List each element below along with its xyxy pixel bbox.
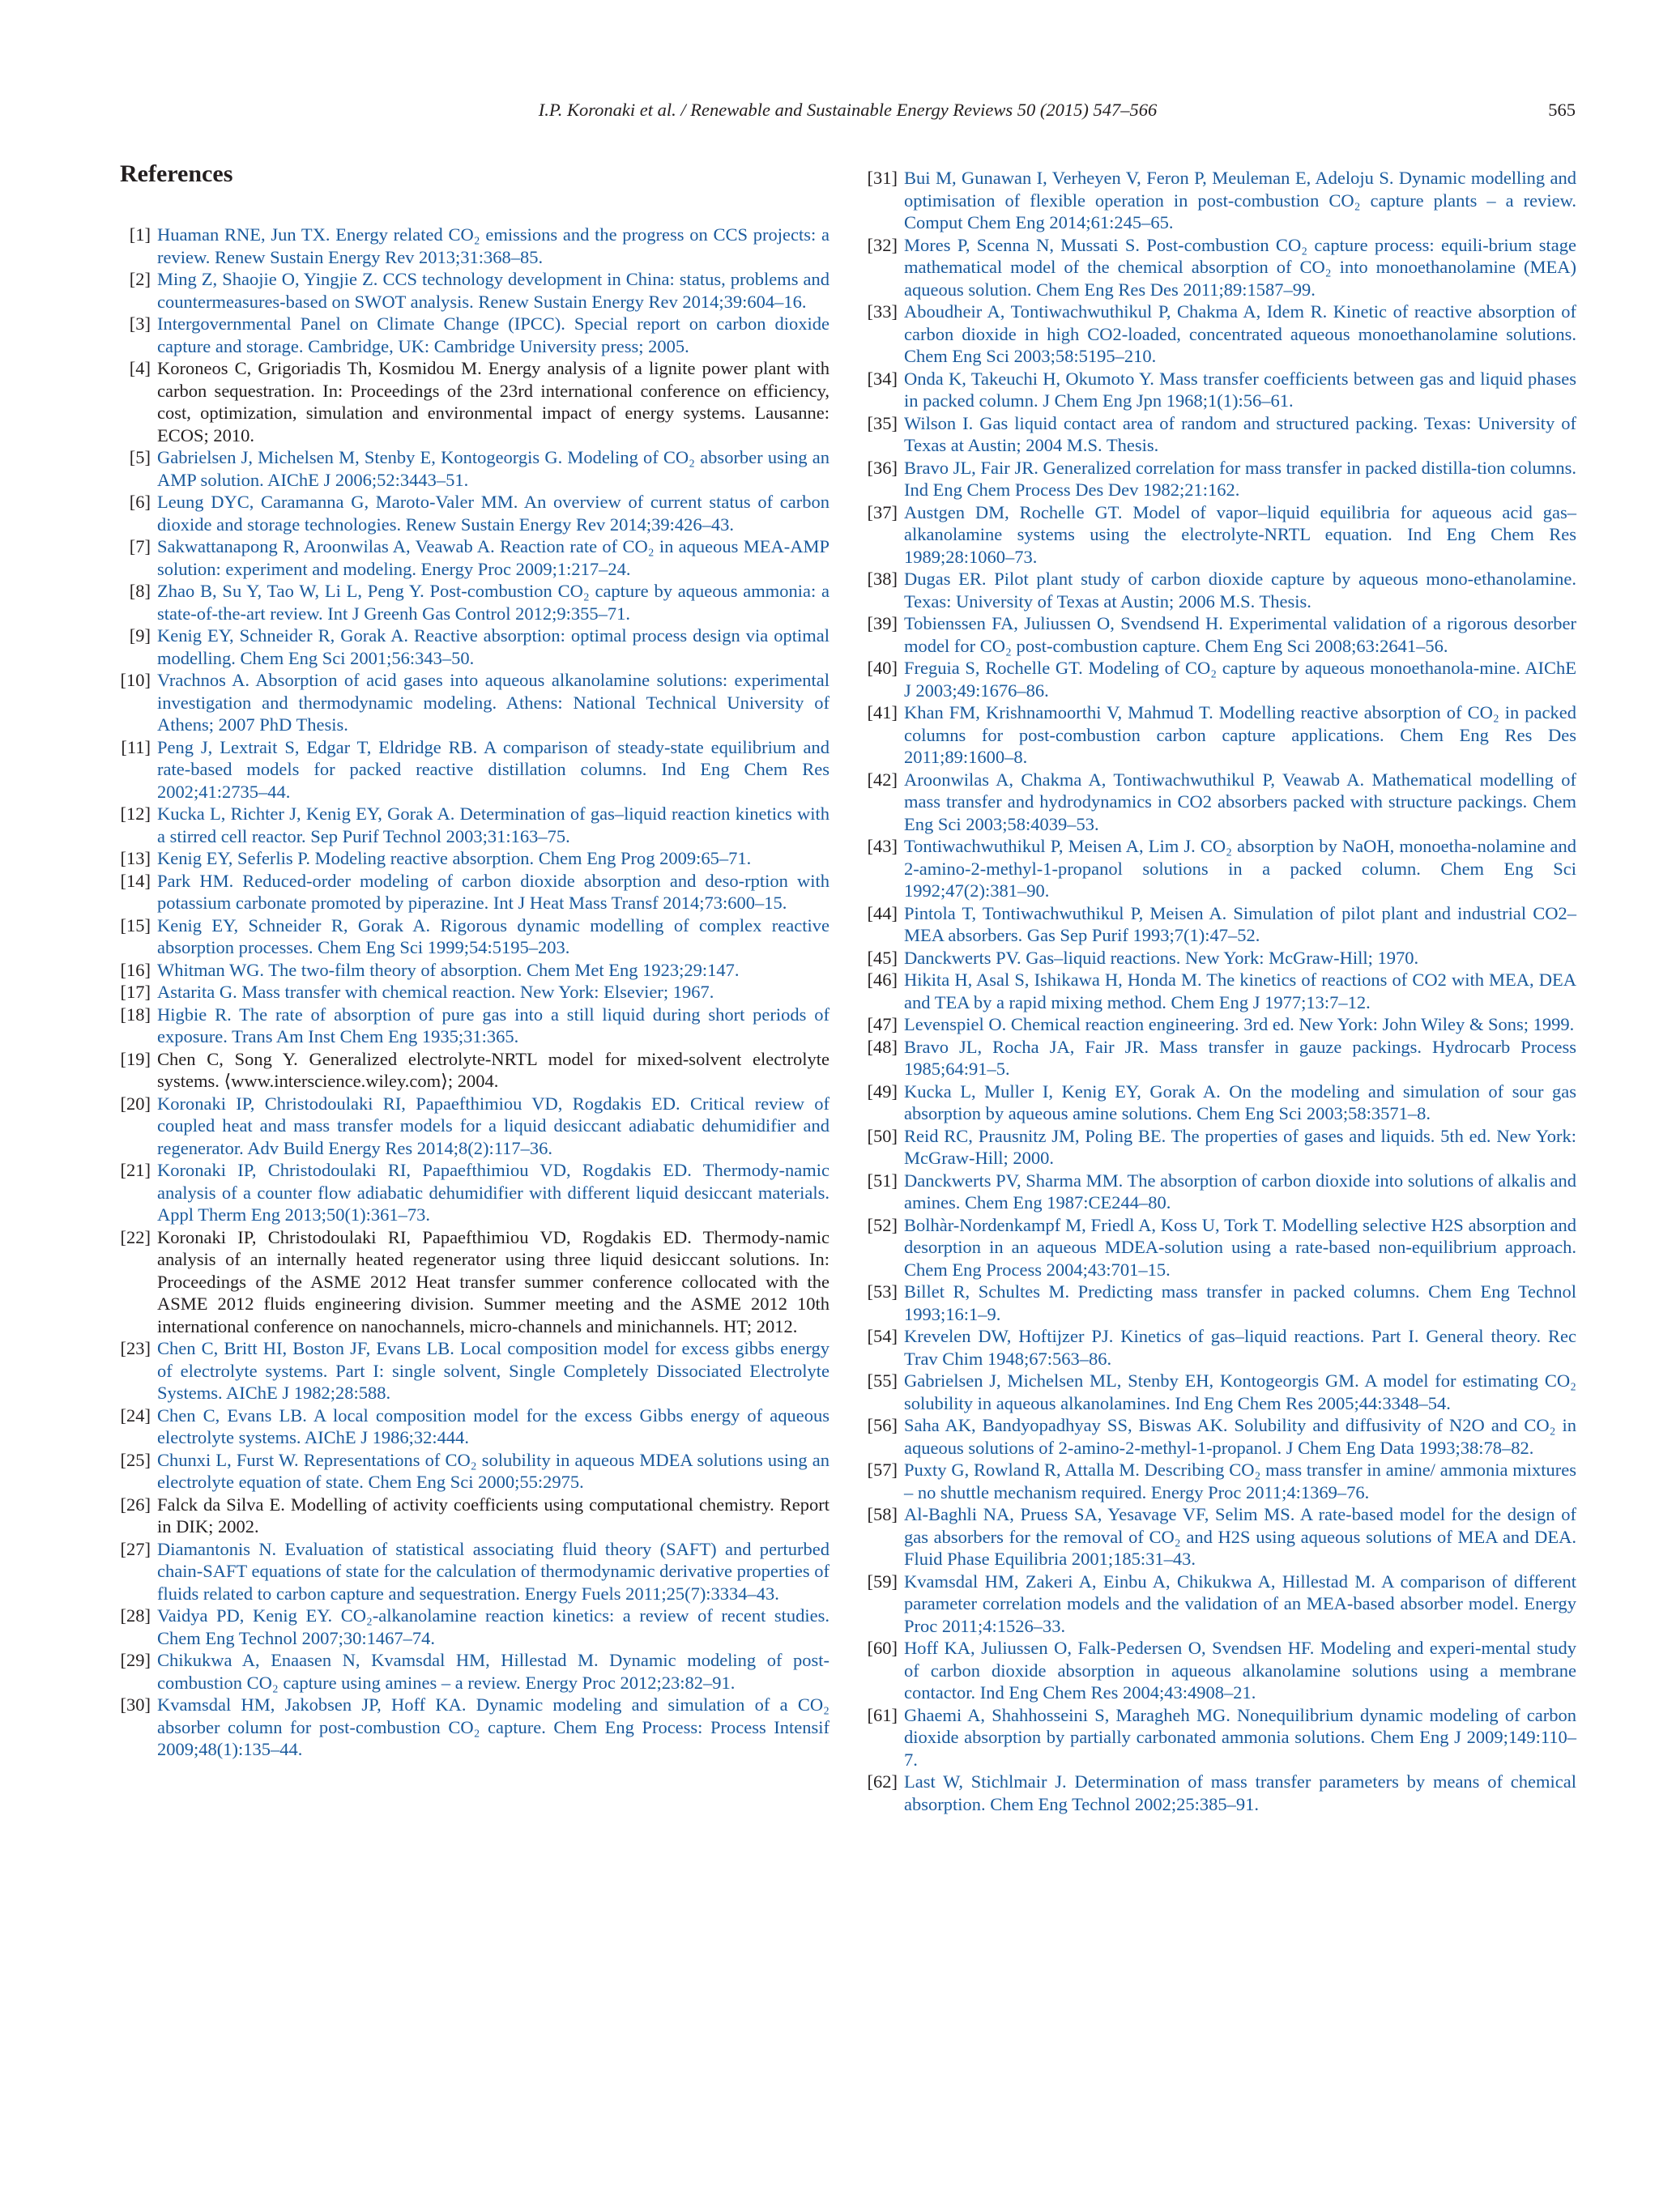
reference-item (120, 736, 830, 803)
reference-item (120, 1649, 830, 1694)
reference-number: [17] (120, 982, 151, 1002)
reference-number: [56] (867, 1415, 898, 1435)
reference-number: [26] (120, 1494, 151, 1515)
reference-item (120, 981, 830, 1004)
reference-number: [25] (120, 1449, 151, 1470)
reference-number: [35] (867, 412, 898, 433)
reference-number: [12] (120, 803, 151, 824)
reference-number: [45] (867, 947, 898, 968)
reference-number: [13] (120, 848, 151, 868)
reference-number: [39] (867, 613, 898, 633)
reference-number: [8] (129, 581, 151, 601)
reference-number: [37] (867, 501, 898, 522)
reference-item (120, 624, 830, 669)
reference-item (120, 580, 830, 624)
reference-link[interactable]: Khan FM, Krishnamoorthi V, Mahmud T. Modelling reactive absorption of CO₂ in packed columns for post-combustion carbon capture applications. Chem Eng Res Des 2011;89:1600–8. (904, 702, 1576, 767)
reference-number: [20] (120, 1093, 151, 1114)
reference-number: [49] (867, 1080, 898, 1102)
reference-link[interactable]: Kucka L, Muller I, Kenig EY, Gorak A. On the modeling and simulation of sour gas absorption by aqueous amine solutions. Chem Eng Sci 2003;58:3571–8. (904, 1080, 1576, 1123)
reference-link[interactable]: Gabrielsen J, Michelsen ML, Stenby EH, Kontogeorgis GM. A model for estimating CO₂ solubility in aqueous alkanolamines. Ind Eng Chem Res 2005;44:3348–54. (904, 1370, 1576, 1413)
reference-item (867, 1325, 1576, 1370)
journal-citation: I.P. Koronaki et al. / Renewable and Sustainable Energy Reviews 50 (2015) 547–566 (538, 100, 1158, 120)
reference-item (867, 1503, 1576, 1571)
reference-item (120, 224, 830, 268)
reference-text: Falck da Silva E. Modelling of activity coefficients using computational chemistry. Report in DIK; 2002. (157, 1494, 830, 1536)
reference-item (120, 1226, 830, 1338)
reference-item (867, 969, 1576, 1013)
reference-item (867, 167, 1576, 234)
reference-item (867, 835, 1576, 902)
reference-item (867, 501, 1576, 569)
reference-item (867, 568, 1576, 612)
reference-item (867, 1080, 1576, 1125)
reference-item (867, 412, 1576, 457)
reference-number: [29] (120, 1650, 151, 1670)
reference-link[interactable]: Kucka L, Richter J, Kenig EY, Gorak A. Determination of gas–liquid reaction kinetics with a stirred cell reactor. Sep Purif Technol 2003;31:163–75. (157, 803, 830, 846)
running-header (120, 100, 1576, 124)
reference-item (867, 1170, 1576, 1214)
reference-link[interactable]: Astarita G. Mass transfer with chemical reaction. New York: Elsevier; 1967. (157, 982, 714, 1002)
reference-number: [22] (120, 1226, 151, 1247)
reference-link[interactable]: Aboudheir A, Tontiwachwuthikul P, Chakma A, Idem R. Kinetic of reactive absorption of carbon dioxide in high CO2-loaded, concentrated aqueous monoethanolamine solutions. Chem Eng Sci 2003;58:5195–210. (904, 301, 1576, 366)
reference-number: [6] (129, 492, 151, 512)
reference-item (120, 914, 830, 959)
reference-number: [18] (120, 1004, 151, 1025)
reference-item (120, 959, 830, 982)
reference-link[interactable]: Levenspiel O. Chemical reaction engineering. 3rd ed. New York: John Wiley & Sons; 1999. (904, 1014, 1575, 1034)
reference-link[interactable]: Last W, Stichlmair J. Determination of mass transfer parameters by means of chemical absorption. Chem Eng Technol 2002;25:385–91. (904, 1771, 1576, 1814)
reference-link[interactable]: Gabrielsen J, Michelsen M, Stenby E, Kontogeorgis G. Modeling of CO₂ absorber using an AMP solution. AIChE J 2006;52:3443–51. (157, 447, 830, 490)
reference-item (120, 446, 830, 491)
reference-item (867, 1771, 1576, 1815)
reference-link[interactable]: Chikukwa A, Enaasen N, Kvamsdal HM, Hillestad M. Dynamic modeling of post-combustion CO₂ capture using amines – a review. Energy Proc 2012;23:82–91. (157, 1650, 830, 1693)
reference-link[interactable]: Wilson I. Gas liquid contact area of random and structured packing. Texas: University of Texas at Austin; 2004 M.S. Thesis. (904, 412, 1576, 455)
reference-number: [28] (120, 1605, 151, 1626)
reference-item (120, 535, 830, 580)
reference-link[interactable]: Chen C, Britt HI, Boston JF, Evans LB. Local composition model for excess gibbs energy of electrolyte systems. Part I: single solvent, Single Completely Dissociated Electrolyte Systems. AIChE J 1982;28:588. (157, 1338, 830, 1403)
reference-link[interactable]: Bolhàr-Nordenkampf M, Friedl A, Koss U, Tork T. Modelling selective H2S absorption and desorption in an aqueous MDEA-solution using a rate-based non-equilibrium approach. Chem Eng Process 2004;43:701–15. (904, 1214, 1576, 1280)
reference-number: [42] (867, 769, 898, 790)
reference-item (120, 1404, 830, 1449)
reference-link[interactable]: Onda K, Takeuchi H, Okumoto Y. Mass transfer coefficients between gas and liquid phases in packed column. J Chem Eng Jpn 1968;1(1):56–61. (904, 368, 1576, 411)
reference-link[interactable]: Chen C, Evans LB. A local composition model for the excess Gibbs energy of aqueous electrolyte systems. AIChE J 1986;32:444. (157, 1404, 830, 1447)
reference-item (120, 1337, 830, 1404)
references-column-right (867, 167, 1576, 1815)
reference-number: [62] (867, 1771, 898, 1792)
reference-link[interactable]: Zhao B, Su Y, Tao W, Li L, Peng Y. Post-combustion CO₂ capture by aqueous ammonia: a state-of-the-art review. Int J Greenh Gas Control 2012;9:355–71. (157, 581, 830, 624)
reference-link[interactable]: Intergovernmental Panel on Climate Change (IPCC). Special report on carbon dioxide capture and storage. Cambridge, UK: Cambridge University press; 2005. (157, 313, 830, 356)
reference-number: [5] (129, 447, 151, 467)
reference-item (867, 1125, 1576, 1170)
reference-link[interactable]: Tobienssen FA, Juliussen O, Svendsend H. Experimental validation of a rigorous desorber model for CO₂ post-combustion capture. Chem Eng Sci 2008;63:2641–56. (904, 613, 1576, 656)
reference-item (867, 1637, 1576, 1704)
reference-number: [59] (867, 1571, 898, 1592)
reference-link[interactable]: Saha AK, Bandyopadhyay SS, Biswas AK. Solubility and diffusivity of N2O and CO₂ in aqueous solutions of 2-amino-2-methyl-1-propanol. J Chem Eng Data 1993;38:78–82. (904, 1415, 1576, 1458)
reference-number: [47] (867, 1014, 898, 1034)
reference-link[interactable]: Diamantonis N. Evaluation of statistical associating fluid theory (SAFT) and perturbed chain-SAFT equations of state for the calculation of thermodynamic derivative properties of fluids related to carbon capture and sequestration. Energy Fuels 2011;25(7):3334–43. (157, 1538, 830, 1604)
reference-number: [51] (867, 1170, 898, 1191)
reference-item (120, 268, 830, 313)
reference-item (120, 1093, 830, 1160)
reference-number: [43] (867, 836, 898, 856)
reference-item (120, 1449, 830, 1494)
reference-number: [30] (120, 1694, 151, 1715)
reference-number: [53] (867, 1281, 898, 1302)
reference-link[interactable]: Austgen DM, Rochelle GT. Model of vapor–liquid equilibria for aqueous acid gas–alkanolamine systems using the electrolyte-NRTL equation. Ind Eng Chem Res 1989;28:1060–73. (904, 501, 1576, 567)
reference-link[interactable]: Whitman WG. The two-film theory of absorption. Chem Met Eng 1923;29:147. (157, 959, 740, 980)
reference-link[interactable]: Al-Baghli NA, Pruess SA, Yesavage VF, Selim MS. A rate-based model for the design of gas absorbers for the removal of CO₂ and H2S using aqueous solutions of MEA and DEA. Fluid Phase Equilibria 2001;185:31–43. (904, 1504, 1576, 1569)
reference-number: [19] (120, 1048, 151, 1069)
reference-link[interactable]: Aroonwilas A, Chakma A, Tontiwachwuthikul P, Veawab A. Mathematical modelling of mass transfer and hydrodynamics in CO2 absorbers packed with structure packings. Chem Eng Sci 2003;58:4039–53. (904, 769, 1576, 834)
reference-item (867, 612, 1576, 657)
reference-number: [10] (120, 670, 151, 690)
reference-number: [15] (120, 914, 151, 936)
reference-item (867, 1459, 1576, 1503)
reference-link[interactable]: Park HM. Reduced-order modeling of carbon dioxide absorption and deso-rption with potassium carbonate promoted by piperazine. Int J Heat Mass Transf 2014;73:600–15. (157, 870, 830, 913)
reference-item (867, 1414, 1576, 1459)
reference-link[interactable]: Leung DYC, Caramanna G, Maroto-Valer MM. An overview of current status of carbon dioxide and storage technologies. Renew Sustain Energy Rev 2014;39:426–43. (157, 492, 830, 535)
reference-link[interactable]: Freguia S, Rochelle GT. Modeling of CO₂ capture by aqueous monoethanola-mine. AIChE J 2003;49:1676–86. (904, 658, 1576, 701)
reference-link[interactable]: Hikita H, Asal S, Ishikawa H, Honda M. The kinetics of reactions of CO2 with MEA, DEA and TEA by a rapid mixing method. Chem Eng J 1977;13:7–12. (904, 970, 1576, 1012)
reference-item (120, 1538, 830, 1605)
reference-link[interactable]: Danckwerts PV, Sharma MM. The absorption of carbon dioxide into solutions of alkalis and amines. Chem Eng 1987:CE244–80. (904, 1170, 1576, 1213)
reference-number: [38] (867, 569, 898, 589)
reference-number: [14] (120, 870, 151, 891)
reference-item (867, 368, 1576, 412)
reference-number: [3] (129, 313, 151, 334)
reference-number: [4] (129, 358, 151, 378)
reference-number: [60] (867, 1638, 898, 1658)
reference-text: Koronaki IP, Christodoulaki RI, Papaefthimiou VD, Rogdakis ED. Thermody-namic analysis of an internally heated regenerator using three liquid desiccant solutions. In: Proceedings of the ASME 2012 Heat transfer summer conference collocated with the ASME 2012 fluids engineering division. Summer meeting and the ASME 2012 10th international conference on nanochannels, micro-channels and minichannels. HT; 2012. (157, 1226, 830, 1336)
reference-item (120, 1159, 830, 1226)
reference-number: [58] (867, 1504, 898, 1524)
reference-number: [54] (867, 1326, 898, 1346)
reference-item (867, 769, 1576, 836)
reference-link[interactable]: Hoff KA, Juliussen O, Falk-Pedersen O, Svendsen HF. Modeling and experi-mental study of carbon dioxide absorption in aqueous alkanolamine solutions using a membrane contactor. Ind Eng Chem Res 2004;43:4908–21. (904, 1638, 1576, 1703)
reference-item (867, 457, 1576, 501)
reference-number: [61] (867, 1704, 898, 1725)
reference-link[interactable]: Higbie R. The rate of absorption of pure gas into a still liquid during short periods of exposure. Trans Am Inst Chem Eng 1935;31:365. (157, 1004, 830, 1046)
section-title: References (120, 160, 233, 187)
reference-item (867, 234, 1576, 301)
reference-link[interactable]: Bravo JL, Fair JR. Generalized correlation for mass transfer in packed distilla-tion columns. Ind Eng Chem Process Des Dev 1982;21:162. (904, 457, 1576, 500)
reference-number: [44] (867, 902, 898, 923)
reference-number: [50] (867, 1125, 898, 1146)
reference-number: [7] (129, 536, 151, 556)
reference-number: [41] (867, 702, 898, 722)
reference-number: [33] (867, 301, 898, 322)
reference-item (867, 300, 1576, 368)
reference-number: [31] (867, 168, 898, 188)
reference-item (120, 847, 830, 870)
reference-link[interactable]: Danckwerts PV. Gas–liquid reactions. New York: McGraw-Hill; 1970. (904, 947, 1419, 968)
reference-link[interactable]: Kenig EY, Seferlis P. Modeling reactive absorption. Chem Eng Prog 2009:65–71. (157, 848, 752, 868)
reference-item (867, 1704, 1576, 1771)
reference-link[interactable]: Vrachnos A. Absorption of acid gases into aqueous alkanolamine solutions: experimental investigation and thermodynamic modeling. Athens: National Technical University of Athens; 2007 PhD Thesis. (157, 670, 830, 735)
references-column-left (120, 224, 830, 1761)
reference-link[interactable]: Krevelen DW, Hoftijzer PJ. Kinetics of gas–liquid reactions. Part I. General theory. Rec Trav Chim 1948;67:563–86. (904, 1326, 1576, 1369)
reference-number: [40] (867, 658, 898, 678)
reference-link[interactable]: Kvamsdal HM, Zakeri A, Einbu A, Chikukwa A, Hillestad M. A comparison of different parameter correlation models and the validation of an MEA-based absorber model. Energy Proc 2011;4:1526–33. (904, 1571, 1576, 1636)
reference-link[interactable]: Kenig EY, Schneider R, Gorak A. Rigorous dynamic modelling of complex reactive absorption processes. Chem Eng Sci 1999;54:5195–203. (157, 914, 830, 957)
reference-link[interactable]: Kenig EY, Schneider R, Gorak A. Reactive absorption: optimal process design via optimal modelling. Chem Eng Sci 2001;56:343–50. (157, 625, 830, 668)
reference-item (120, 803, 830, 847)
reference-link[interactable]: Huaman RNE, Jun TX. Energy related CO₂ emissions and the progress on CCS projects: a review. Renew Sustain Energy Rev 2013;31:368–85. (157, 224, 830, 267)
reference-link[interactable]: Koronaki IP, Christodoulaki RI, Papaefthimiou VD, Rogdakis ED. Thermody-namic analysis of a counter flow adiabatic dehumidifier with different liquid desiccant materials. Appl Therm Eng 2013;50(1):361–73. (157, 1160, 830, 1225)
reference-item (120, 1605, 830, 1649)
reference-item (867, 657, 1576, 701)
reference-link[interactable]: Ghaemi A, Shahhosseini S, Maragheh MG. Nonequilibrium dynamic modeling of carbon dioxide absorption by partially carbonated ammonia solutions. Chem Eng J 2009;149:110–7. (904, 1704, 1576, 1770)
reference-link[interactable]: Mores P, Scenna N, Mussati S. Post-combustion CO₂ capture process: equili-brium stage mathematical model of the chemical absorption of CO₂ into monoethanolamine (MEA) aqueous solution. Chem Eng Res Des 2011;89:1587–99. (904, 234, 1576, 300)
reference-number: [27] (120, 1538, 151, 1559)
reference-number: [36] (867, 457, 898, 478)
reference-item (867, 1036, 1576, 1080)
reference-number: [55] (867, 1370, 898, 1391)
reference-number: [46] (867, 970, 898, 990)
reference-item (867, 1013, 1576, 1036)
reference-number: [57] (867, 1460, 898, 1480)
reference-number: [34] (867, 368, 898, 389)
reference-number: [48] (867, 1036, 898, 1057)
reference-text: Chen C, Song Y. Generalized electrolyte-NRTL model for mixed-solvent electrolyte systems. ⟨www.interscience.wiley.com⟩; 2004. (157, 1048, 830, 1091)
reference-item (120, 313, 830, 357)
reference-link[interactable]: Pintola T, Tontiwachwuthikul P, Meisen A. Simulation of pilot plant and industrial CO2–MEA absorbers. Gas Sep Purif 1993;7(1):47–52. (904, 902, 1576, 945)
reference-link[interactable]: Sakwattanapong R, Aroonwilas A, Veawab A. Reaction rate of CO₂ in aqueous MEA-AMP solution: experiment and modeling. Energy Proc 2009;1:217–24. (157, 536, 830, 579)
page-number: 565 (1548, 100, 1576, 120)
reference-link[interactable]: Bui M, Gunawan I, Verheyen V, Feron P, Meuleman E, Adeloju S. Dynamic modelling and optimisation of flexible operation in post-combustion CO₂ capture plants – a review. Comput Chem Eng 2014;61:245–65. (904, 168, 1576, 232)
reference-link[interactable]: Dugas ER. Pilot plant study of carbon dioxide capture by aqueous mono-ethanolamine. Texas: University of Texas at Austin; 2006 M.S. Thesis. (904, 569, 1576, 612)
reference-item (120, 1694, 830, 1761)
reference-link[interactable]: Billet R, Schultes M. Predicting mass transfer in packed columns. Chem Eng Technol 1993;16:1–9. (904, 1281, 1576, 1324)
reference-link[interactable]: Peng J, Lextrait S, Edgar T, Eldridge RB. A comparison of steady-state equilibrium and rate-based models for packed reactive distillation columns. Ind Eng Chem Res 2002;41:2735–44. (157, 736, 830, 802)
reference-item (120, 669, 830, 736)
reference-link[interactable]: Puxty G, Rowland R, Attalla M. Describing CO₂ mass transfer in amine/ ammonia mixtures – no shuttle mechanism required. Energy Proc 2011;4:1369–76. (904, 1460, 1576, 1502)
reference-number: [11] (121, 736, 151, 757)
reference-link[interactable]: Tontiwachwuthikul P, Meisen A, Lim J. CO₂ absorption by NaOH, monoetha-nolamine and 2-amino-2-methyl-1-propanol solutions in a packed column. Chem Eng Sci 1992;47(2):381–90. (904, 836, 1576, 901)
reference-item (867, 701, 1576, 769)
reference-link[interactable]: Chunxi L, Furst W. Representations of CO₂ solubility in aqueous MDEA solutions using an electrolyte equation of state. Chem Eng Sci 2000;55:2975. (157, 1449, 830, 1492)
reference-item (867, 902, 1576, 947)
reference-link[interactable]: Kvamsdal HM, Jakobsen JP, Hoff KA. Dynamic modeling and simulation of a CO₂ absorber column for post-combustion CO₂ capture. Chem Eng Process: Process Intensif 2009;48(1):135–44. (157, 1694, 830, 1759)
reference-link[interactable]: Ming Z, Shaojie O, Yingjie Z. CCS technology development in China: status, problems and countermeasures-based on SWOT analysis. Renew Sustain Energy Rev 2014;39:604–16. (157, 269, 830, 312)
reference-item (120, 357, 830, 446)
reference-link[interactable]: Koronaki IP, Christodoulaki RI, Papaefthimiou VD, Rogdakis ED. Critical review of coupled heat and mass transfer models for a liquid desiccant adiabatic dehumidifier and regenerator. Adv Build Energy Res 2014;8(2):117–36. (157, 1093, 830, 1158)
reference-item (867, 947, 1576, 970)
reference-item (867, 1214, 1576, 1281)
reference-link[interactable]: Bravo JL, Rocha JA, Fair JR. Mass transfer in gauze packings. Hydrocarb Process 1985;64:91–5. (904, 1036, 1576, 1079)
reference-number: [16] (120, 959, 151, 980)
reference-item (120, 1494, 830, 1538)
reference-item (867, 1370, 1576, 1414)
reference-item (120, 1004, 830, 1048)
reference-item (867, 1281, 1576, 1325)
reference-number: [9] (129, 625, 151, 646)
reference-item (120, 491, 830, 535)
reference-number: [1] (129, 224, 151, 245)
reference-text: Koroneos C, Grigoriadis Th, Kosmidou M. Energy analysis of a lignite power plant with carbon sequestration. In: Proceedings of the 23rd international conference on efficiency, cost, optimization, simulation and environmental impact of energy systems. Lausanne: ECOS; 2010. (157, 358, 830, 445)
reference-number: [24] (120, 1404, 151, 1426)
reference-number: [21] (120, 1160, 151, 1180)
reference-number: [52] (867, 1214, 898, 1235)
reference-number: [32] (867, 234, 898, 255)
reference-link[interactable]: Reid RC, Prausnitz JM, Poling BE. The properties of gases and liquids. 5th ed. New York: McGraw-Hill; 2000. (904, 1125, 1576, 1168)
reference-link[interactable]: Vaidya PD, Kenig EY. CO₂-alkanolamine reaction kinetics: a review of recent studies. Chem Eng Technol 2007;30:1467–74. (157, 1605, 830, 1648)
reference-item (867, 1571, 1576, 1638)
reference-number: [23] (120, 1338, 151, 1358)
reference-number: [2] (129, 269, 151, 289)
reference-item (120, 870, 830, 914)
reference-item (120, 1048, 830, 1093)
